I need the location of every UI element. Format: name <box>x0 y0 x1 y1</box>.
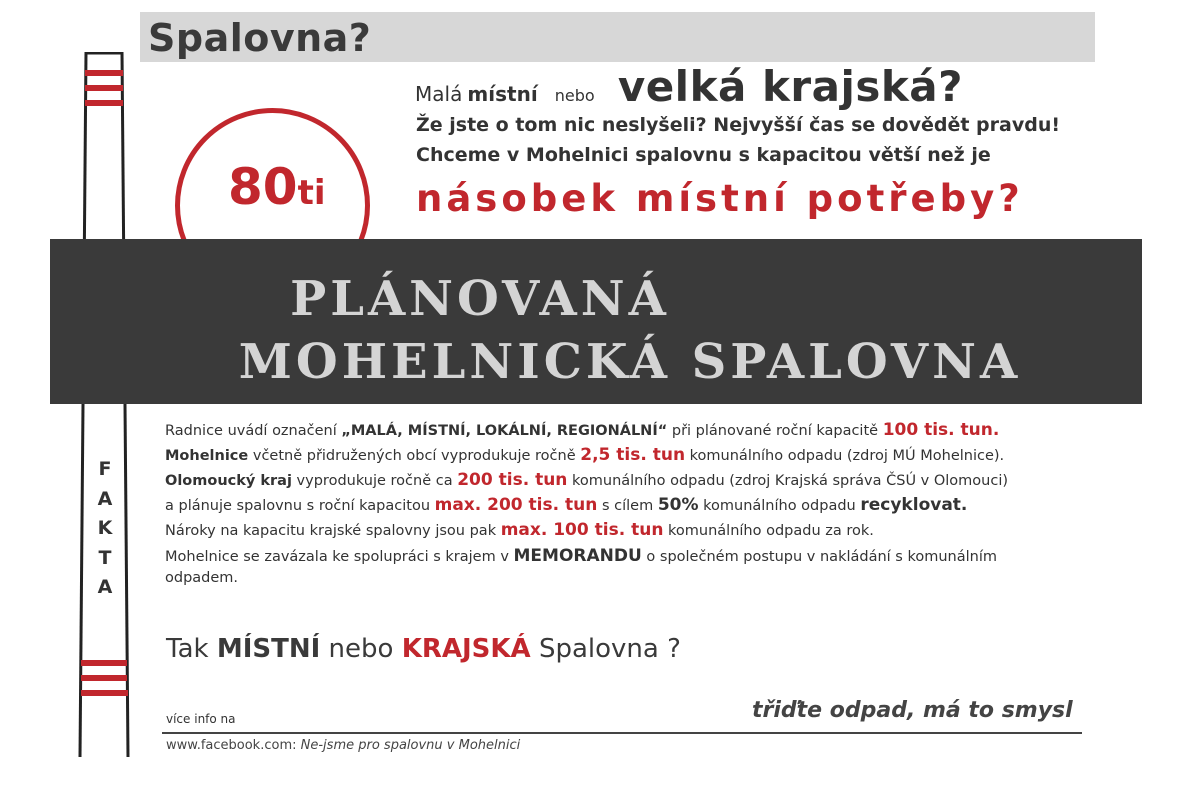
fact-highlight: max. 200 tis. tun <box>434 495 598 515</box>
fact-2 <box>165 443 1095 468</box>
question-or: nebo <box>554 86 595 105</box>
fact-emphasis: 50% <box>657 495 699 515</box>
page-title: Spalovna? <box>148 16 372 60</box>
more-info-label: více info na <box>166 712 236 726</box>
fact-highlight: max. 100 tis. tun <box>500 520 664 540</box>
fact-highlight: 200 tis. tun <box>457 470 568 490</box>
final-text: nebo <box>320 634 402 664</box>
question-prefix: Malá <box>415 82 463 106</box>
fact-text: komunálního odpadu (zdroj MÚ Mohelnice). <box>685 448 1005 464</box>
final-local: MÍSTNÍ <box>216 634 321 664</box>
fact-text: s cílem <box>597 498 658 514</box>
facebook-reference <box>166 738 520 753</box>
facts-section <box>165 418 1095 589</box>
fact-highlight: 100 tis. tun. <box>882 420 1000 440</box>
fakta-letter: K <box>97 517 113 539</box>
fact-text: včetně přidružených obcí vyprodukuje ročně <box>248 448 581 464</box>
fakta-letter: A <box>97 487 113 510</box>
question-line-3: Chceme v Mohelnici spalovnu s kapacitou větší než je <box>416 144 991 166</box>
fact-6 <box>165 546 1065 589</box>
multiplier-suffix: ti <box>297 173 326 213</box>
fact-emphasis: MEMORANDU <box>513 546 642 566</box>
headline-line-2: MOHELNICKÁ SPALOVNA <box>238 334 1022 390</box>
fact-text: komunálního odpadu <box>698 498 861 514</box>
facebook-site: www.facebook.com: <box>166 738 297 753</box>
question-line-2: Že jste o tom nic neslyšeli? Nejvyšší čas se dovědět pravdu! <box>416 114 1061 136</box>
slogan: třiďte odpad, má to smysl <box>752 698 1073 723</box>
headline-line-1: PLÁNOVANÁ <box>290 271 670 327</box>
fact-emphasis: Mohelnice <box>165 448 249 464</box>
fact-text: Radnice uvádí označení <box>165 423 342 439</box>
multiple-text: násobek místní potřeby? <box>416 177 1024 220</box>
fact-3 <box>165 468 1095 493</box>
fact-text: o společném postupu v nakládání s komunálním odpadem. <box>165 549 997 586</box>
fakta-letter: A <box>97 576 113 598</box>
multiplier-number: 80 <box>228 158 298 216</box>
fact-emphasis: „MALÁ, MÍSTNÍ, LOKÁLNÍ, REGIONÁLNÍ“ <box>341 423 668 439</box>
fact-text: při plánované roční kapacitě <box>667 423 883 439</box>
chimney-graphic <box>78 52 130 757</box>
final-regional: KRAJSKÁ <box>401 634 531 664</box>
question-headline <box>415 62 963 111</box>
multiplier-badge <box>228 157 326 229</box>
fakta-letter: T <box>98 546 112 569</box>
fakta-vertical-label <box>92 455 118 603</box>
fact-text: vyprodukuje ročně ca <box>291 473 458 489</box>
fakta-letter: F <box>98 458 112 480</box>
final-text: Tak <box>166 634 217 664</box>
fact-text: komunálního odpadu (zdroj Krajská správa ČSÚ v Olomouci) <box>567 473 1009 489</box>
fact-4 <box>165 493 1095 518</box>
fact-text: Nároky na kapacitu krajské spalovny jsou pak <box>165 523 501 539</box>
fact-5 <box>165 518 1095 543</box>
fact-highlight: 2,5 tis. tun <box>580 445 686 465</box>
footer-divider <box>162 732 1082 734</box>
fact-emphasis: Olomoucký kraj <box>165 473 292 489</box>
fact-text: Mohelnice se zavázala ke spolupráci s krajem v <box>165 549 514 565</box>
fact-text: komunálního odpadu za rok. <box>663 523 874 539</box>
final-question <box>166 634 681 664</box>
facebook-page-name: Ne-jsme pro spalovnu v Mohelnici <box>300 738 521 753</box>
fact-1 <box>165 418 1095 443</box>
question-big: velká krajská? <box>617 62 963 111</box>
fact-emphasis: recyklovat. <box>860 495 968 515</box>
fact-text: a plánuje spalovnu s roční kapacitou <box>165 498 435 514</box>
final-text: Spalovna ? <box>530 634 681 664</box>
question-local: místní <box>467 82 538 106</box>
